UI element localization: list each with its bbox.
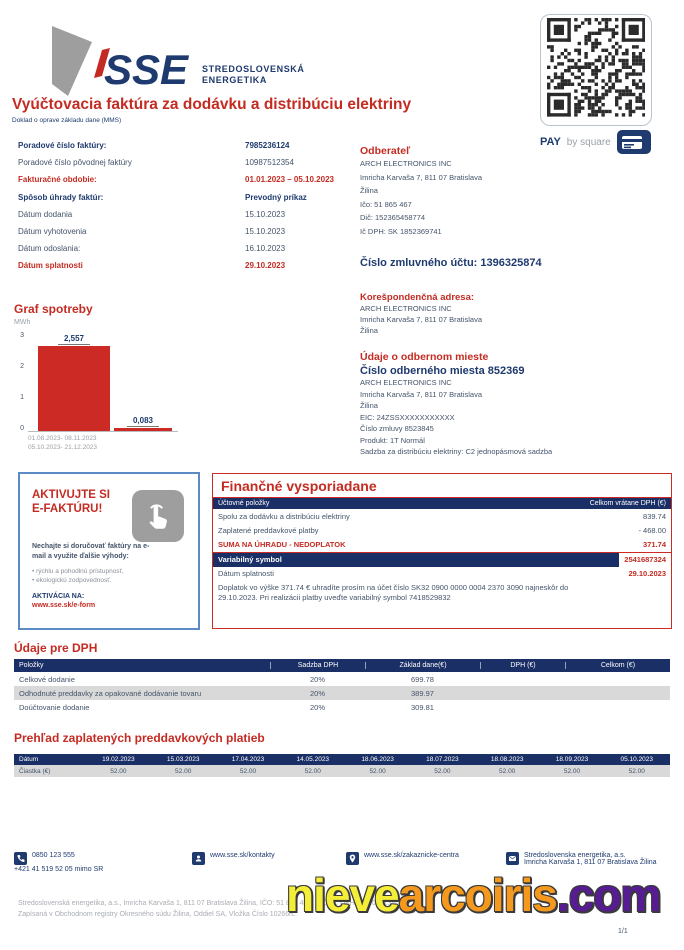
- registration-text: Stredoslovenská energetika, a.s., Imricha Karvaša 1, 811 07 Bratislava Žilina, IČO: 51 865 467, DIČ: IČ DPH: SK2022134075 Zapísaná v Obchodnom registry Okresného súdu Žilina, Oddiel SA, Vložka Číslo 10266/L.: [18, 900, 407, 918]
- efaktura-heading: AKTIVUJTE SI E-FAKTÚRU!: [32, 489, 110, 515]
- footer-phone-block: [14, 852, 104, 873]
- customer-address1: Imricha Karvaša 7, 811 07 Bratislava: [360, 172, 483, 182]
- footer-company-block: [506, 852, 657, 866]
- footer-contacts-link[interactable]: www.sse.sk/kontakty: [210, 852, 275, 859]
- footer-company-lines: Stredoslovenska energetika, a.s. Imricha Karvaša 1, 811 07 Bratislava Žilina: [524, 852, 657, 866]
- page-subtitle: Doklad o oprave základu dane (MMS): [12, 117, 122, 124]
- bar-value-label: 0,083: [127, 416, 159, 427]
- delivery-point-contract: Číslo zmluvy 8523845: [360, 424, 434, 433]
- customer-heading: Odberateľ: [360, 145, 411, 157]
- delivery-point-product: Produkt: 1T Normál: [360, 435, 425, 445]
- customer-section: [360, 145, 482, 238]
- efaktura-intro: Nechajte si doručovať faktúry na e-mail a využite ďalšie výhody:: [32, 543, 150, 560]
- efaktura-bullets: • rýchlu a pohodlnú prístupnosť, • ekologickú zodpovednosť.: [32, 568, 124, 584]
- payment-note: Doplatok vo výške 371.74 € uhradíte prosím na účet číslo SK32 0900 0000 0004 2370 3090 najneskôr do 29.10.2023. Pri realizácii platby uveďte variabilný symbol 7418529832: [218, 582, 569, 603]
- phone-icon: [14, 852, 27, 865]
- correspondence-address1: Imricha Karvaša 7, 811 07 Bratislava: [360, 315, 483, 324]
- efaktura-activation-label: AKTIVÁCIA NA:: [32, 593, 85, 600]
- delivery-point-section: [360, 351, 552, 458]
- delivery-point-heading: Údaje o odbernom mieste: [360, 351, 489, 363]
- delivery-point-eic: EIC: 24ZSSXXXXXXXXXXX: [360, 412, 455, 422]
- advances-amount-row: Čiastka (€) 52.00 52.00 52.00 52.00 52.00 52.00 52.00 52.00 52.00: [14, 765, 670, 777]
- vat-row: Doúčtovanie dodanie 20% 309.81: [19, 702, 434, 712]
- mail-icon: [506, 852, 519, 865]
- chart-x-axis-labels: 01.08.2023- 08.11.2023 05.10.2023- 21.12.2023: [28, 435, 98, 451]
- advances-heading: Prehľad zaplatených preddavkových platieb: [14, 731, 265, 745]
- field-row: Poradové číslo faktúry: 7985236124: [18, 141, 290, 151]
- delivery-point-address1: Imricha Karvaša 7, 811 07 Bratislava: [360, 389, 483, 399]
- footer-contacts-block: [192, 852, 275, 865]
- correspondence-section: [360, 292, 482, 336]
- vat-heading: Údaje pre DPH: [14, 641, 98, 655]
- advances-table: [14, 754, 670, 777]
- sse-logo-graphic: [52, 26, 252, 98]
- consumption-chart: [14, 302, 204, 452]
- contract-account: Číslo zmluvného účtu: 1396325874: [360, 257, 542, 269]
- field-row: Dátum odoslania: 16.10.2023: [18, 244, 286, 254]
- settlement-total-row: SUMA NA ÚHRADU - NEDOPLATOK 371.74: [218, 539, 666, 549]
- customer-dic: Dič: 152365458774: [360, 213, 426, 222]
- correspondence-name: ARCH ELECTRONICS INC: [360, 304, 452, 313]
- bank-card-icon: [617, 130, 651, 154]
- chart-bar-group: [38, 334, 110, 431]
- footer-phone2: +421 41 519 52 05 mimo SR: [14, 866, 104, 873]
- logo-company-name: STREDOSLOVENSKÁ ENERGETIKA: [202, 64, 305, 85]
- by-square-label: by square: [566, 136, 611, 148]
- location-icon: [346, 852, 359, 865]
- chart-title: Graf spotreby: [14, 302, 93, 316]
- field-row: Fakturačné obdobie: 01.01.2023 – 05.10.2023: [18, 175, 334, 185]
- footer-centers-link[interactable]: www.sse.sk/zakaznicke-centra: [364, 852, 459, 859]
- advances-header-row: Dátum 19.02.2023 15.03.2023 17.04.2023 14.05.2023 18.06.2023 18.07.2023 18.08.2023 18.09.2023 05.10.2023: [14, 754, 670, 765]
- sse-logo: [52, 26, 305, 98]
- chart-bar: [38, 346, 110, 431]
- field-row: Dátum dodania 15.10.2023: [18, 209, 286, 219]
- qr-code: [540, 14, 652, 126]
- settlement-table-header: Účtovné položky Celkom vrátane DPH (€): [213, 498, 671, 509]
- field-row: Poradové číslo pôvodnej faktúry 10987512354: [18, 158, 294, 168]
- chart-unit-label: MWh: [14, 319, 31, 326]
- vat-row: Odhodnuté preddavky za opakované dodávanie tovaru 20% 389.97: [14, 686, 670, 700]
- page-title: Vyúčtovacia faktúra za dodávku a distribúciu elektriny: [12, 96, 412, 113]
- customer-ico: Ičo: 51 865 467: [360, 199, 412, 209]
- efaktura-promo-box: [18, 472, 200, 630]
- field-row: Dátum splatnosti 29.10.2023: [18, 261, 286, 271]
- settlement-row: Zaplatené preddavkové platby - 468.00: [218, 525, 666, 535]
- pay-label: PAY: [540, 136, 561, 148]
- delivery-point-tariff: Sadzba za distribúciu elektriny: C2 jednopásmová sadzba: [360, 447, 553, 456]
- variable-symbol-row: Variabilný symbol 2541687324: [213, 553, 671, 567]
- vat-table: [14, 659, 670, 714]
- settlement-heading: Finančné vysporiadane: [213, 474, 671, 498]
- correspondence-heading: Korešpondenčná adresa:: [360, 292, 475, 303]
- chart-y-axis: 3 2 1 0: [20, 332, 24, 432]
- efaktura-activation-link[interactable]: www.sse.sk/e-form: [32, 602, 96, 609]
- field-row: Dátum vyhotovenia 15.10.2023: [18, 227, 286, 237]
- logo-text: SSE: [104, 46, 189, 93]
- logo-triangle-icon: [52, 26, 92, 96]
- pay-by-square: [540, 130, 670, 154]
- delivery-point-address2: Žilina: [360, 401, 378, 410]
- vat-table-header: Položky Sadzba DPH Základ dane(€) DPH (€) Celkom (€): [14, 659, 670, 672]
- delivery-point-number: Číslo odberného miesta 852369: [360, 365, 525, 377]
- contacts-icon: [192, 852, 205, 865]
- chart-plot: [14, 332, 204, 432]
- settlement-box: [212, 473, 672, 629]
- delivery-point-name: ARCH ELECTRONICS INC: [360, 378, 452, 387]
- page-number: 1/1: [618, 928, 628, 935]
- customer-name: ARCH ELECTRONICS INC: [360, 159, 452, 168]
- customer-icdph: Ič DPH: SK 1852369741: [360, 226, 442, 236]
- chart-bar-group: [114, 416, 172, 431]
- field-row: Spôsob úhrady faktúr: Prevodný príkaz: [18, 192, 307, 202]
- chart-bar: [114, 428, 172, 431]
- customer-address2: Žilina: [360, 186, 378, 195]
- footer-centers-block: [346, 852, 459, 865]
- vat-row: Celkové dodanie 20% 699.78: [19, 674, 434, 684]
- correspondence-address2: Žilina: [360, 326, 378, 335]
- bar-value-label: 2,557: [58, 334, 90, 345]
- footer-phone1: 0850 123 555: [32, 852, 75, 859]
- settlement-row: Spolu za dodávku a distribúciu elektriny 839.74: [218, 511, 666, 521]
- touch-hand-icon: [132, 490, 184, 542]
- qr-code-pattern: [547, 18, 646, 122]
- watermark: nievearcoiris.com: [286, 869, 661, 921]
- due-date-row: Dátum splatnosti 29.10.2023: [218, 569, 666, 579]
- invoice-fields: [18, 137, 348, 275]
